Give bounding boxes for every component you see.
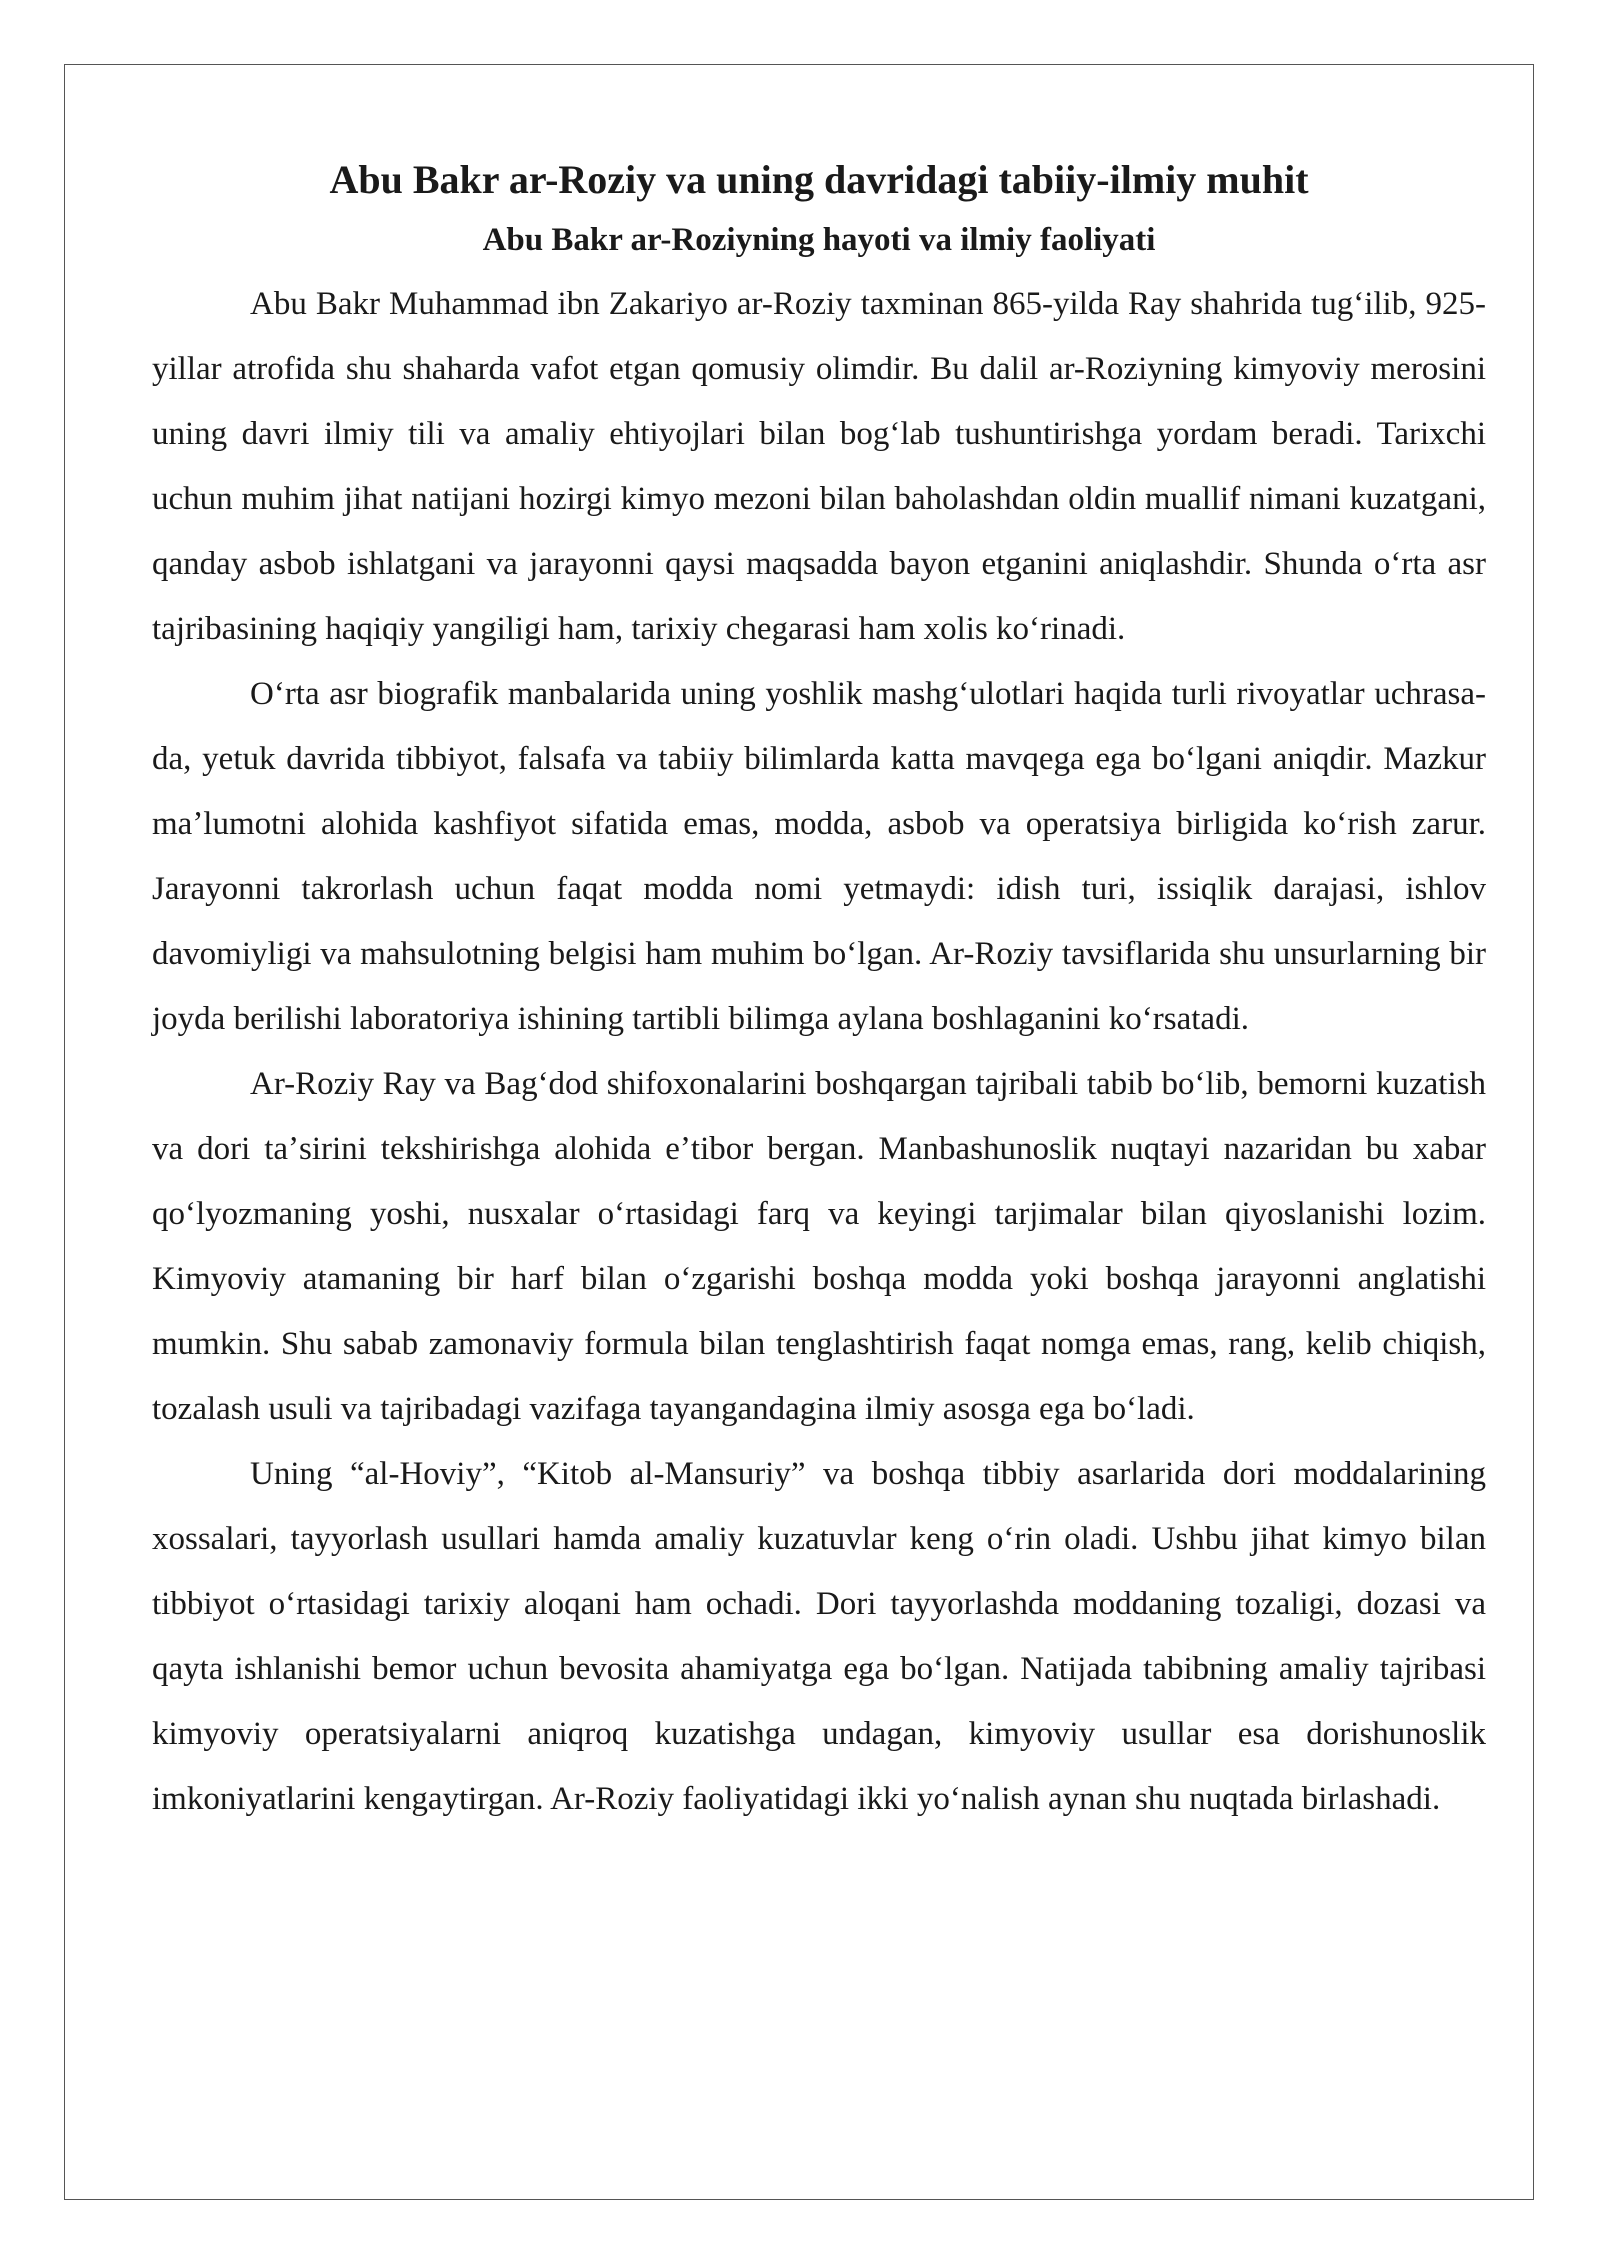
paragraph-3: Ar-Roziy Ray va Bagʻdod shifoxonalarini boshqargan tajribali tabib boʻlib, bemorni kuzatish va dori taʼsirini tekshirishga alohida eʼtibor bergan. Manbashunoslik nuqtayi nazaridan bu xabar qoʻlyozmaning yoshi, nusxalar oʻrtasidagi farq va keyingi tarjimalar bilan qiyoslanishi lozim. Kimyoviy atamaning bir harf bilan oʻzgarishi boshqa modda yoki boshqa jarayonni anglatishi mumkin. Shu sabab zamonaviy formula bilan tenglashtirish faqat nomga emas, rang, kelib chiqish, tozalash usuli va tajribadagi vazifaga tayangandagina ilmiy asosga ega boʻladi. bbox=[152, 1066, 1486, 1427]
paragraph-2: Oʻrta asr biografik manbalarida uning yoshlik mashgʻulotlari haqida turli rivoyatlar uchrasa-da, yetuk davrida tibbiyot, falsafa va tabiiy bilimlarda katta mavqega ega boʻlgani aniqdir. Mazkur maʼlumotni alohida kashfiyot sifatida emas, modda, asbob va operatsiya birligida koʻrish zarur. Jarayonni takrorlash uchun faqat modda nomi yetmaydi: idish turi, issiqlik darajasi, ishlov davomiyligi va mahsulotning belgisi ham muhim boʻlgan. Ar-Roziy tavsiflarida shu unsurlarning bir joyda berilishi laboratoriya ishining tartibli bilimga aylana boshlaganini koʻrsatadi. bbox=[152, 676, 1486, 1037]
paragraph-4: Uning “al-Hoviy”, “Kitob al-Mansuriy” va boshqa tibbiy asarlarida dori moddalarining xossalari, tayyorlash usullari hamda amaliy kuzatuvlar keng oʻrin oladi. Ushbu jihat kimyo bilan tibbiyot oʻrtasidagi tarixiy aloqani ham ochadi. Dori tayyorlashda moddaning tozaligi, dozasi va qayta ishlanishi bemor uchun bevosita ahamiyatga ega boʻlgan. Natijada tabibning amaliy tajribasi kimyoviy operatsiyalarni aniqroq kuzatishga undagan, kimyoviy usullar esa dorishunoslik imkoniyatlarini kengaytirgan. Ar-Roziy faoliyatidagi ikki yoʻnalish aynan shu nuqtada birlashadi. bbox=[152, 1456, 1486, 1817]
document-title: Abu Bakr ar-Roziy va uning davridagi tabiiy-ilmiy muhit bbox=[329, 157, 1309, 202]
paragraph-1: Abu Bakr Muhammad ibn Zakariyo ar-Roziy taxminan 865-yilda Ray shahrida tugʻilib, 925-yillar atrofida shu shaharda vafot etgan qomusiy olimdir. Bu dalil ar-Roziyning kimyoviy merosini uning davri ilmiy tili va amaliy ehtiyojlari bilan bogʻlab tushuntirishga yordam beradi. Tarixchi uchun muhim jihat natijani hozirgi kimyo mezoni bilan baholashdan oldin muallif nimani kuzatgani, qanday asbob ishlatgani va jarayonni qaysi maqsadda bayon etganini aniqlashdir. Shunda oʻrta asr tajribasining haqiqiy yangiligi ham, tarixiy chegarasi ham xolis koʻrinadi. bbox=[152, 286, 1486, 647]
section-heading: Abu Bakr ar-Roziyning hayoti va ilmiy faoliyati bbox=[482, 222, 1156, 258]
document-body bbox=[152, 150, 1486, 1832]
